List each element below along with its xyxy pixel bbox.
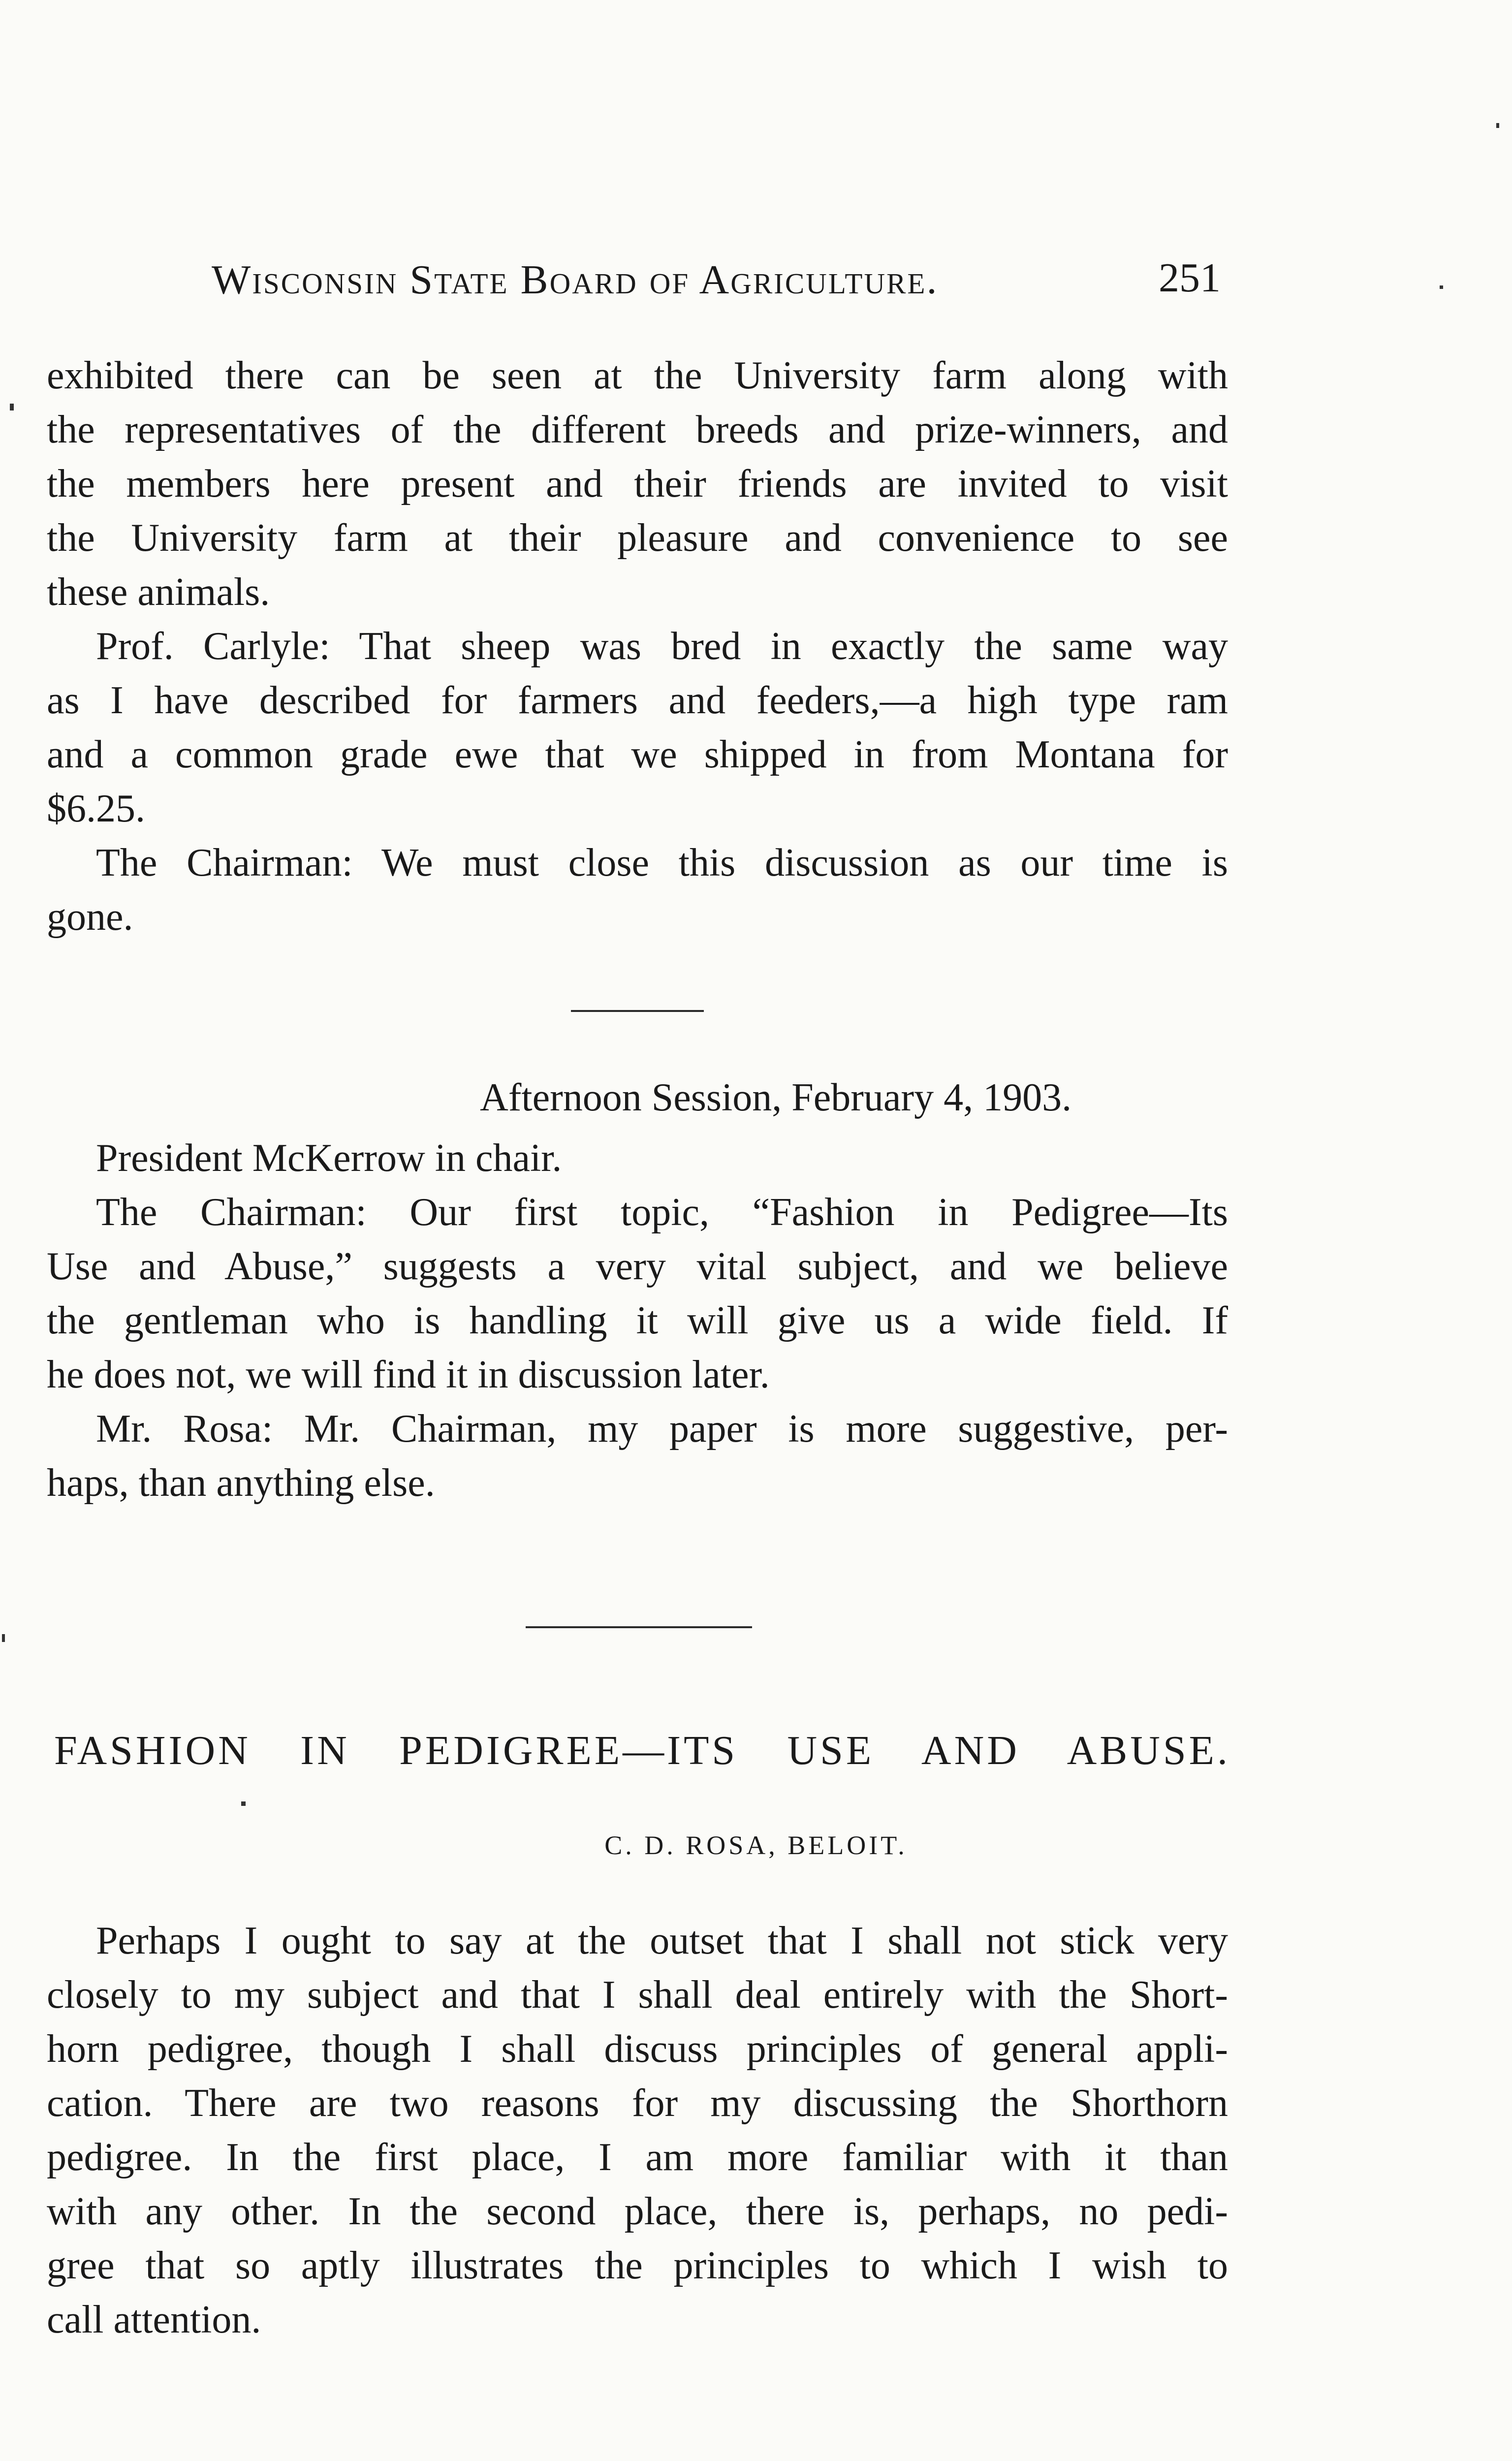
scan-speck: [10, 404, 14, 410]
text-line: President McKerrow in chair.: [96, 1136, 562, 1180]
discussion-section: [47, 348, 1228, 944]
scan-speck: [1440, 285, 1443, 289]
speaker-paragraph-start: The Chairman: Our first topic, “Fashion in Pedigree—Its: [96, 1191, 1228, 1234]
text-line: the University farm at their pleasure and convenience to see: [47, 516, 1228, 560]
running-title: Wisconsin State Board of Agriculture.: [212, 257, 939, 303]
scan-speck: [241, 1801, 246, 1806]
text-line: gree that so aptly illustrates the principles to which I wish to: [47, 2244, 1228, 2287]
text-line: as I have described for farmers and feeders,—a high type ram: [47, 679, 1228, 722]
scan-speck: [2, 1634, 5, 1642]
running-header: [212, 251, 1221, 305]
text-line: Perhaps I ought to say at the outset that I shall not stick very: [96, 1919, 1228, 1962]
section-divider: [571, 1010, 704, 1012]
text-line: haps, than anything else.: [47, 1461, 435, 1505]
text-line: Use and Abuse,” suggests a very vital subject, and we believe: [47, 1245, 1228, 1288]
text-line: the representatives of the different breeds and prize-winners, and: [47, 408, 1228, 451]
article-byline: C. D. ROSA, BELOIT.: [604, 1830, 908, 1860]
session-heading: Afternoon Session, February 4, 1903.: [480, 1076, 1072, 1119]
text-line: the members here present and their friends are invited to visit: [47, 462, 1228, 505]
text-line: cation. There are two reasons for my discussing the Shorthorn: [47, 2082, 1228, 2125]
article-body: [47, 1914, 1228, 2347]
article-title: FASHION IN PEDIGREE—ITS USE AND ABUSE.: [54, 1728, 1230, 1773]
text-line: gone.: [47, 895, 133, 939]
text-line: $6.25.: [47, 787, 145, 830]
speaker-paragraph-start: The Chairman: We must close this discussion as our time is: [96, 841, 1228, 884]
text-line: closely to my subject and that I shall deal entirely with the Short-: [47, 1973, 1228, 2017]
scan-speck: [1496, 123, 1499, 128]
speaker-paragraph-start: Prof. Carlyle: That sheep was bred in exactly the same way: [96, 625, 1228, 668]
text-line: call attention.: [47, 2298, 261, 2341]
text-line: the gentleman who is handling it will give us a wide field. If: [47, 1299, 1228, 1342]
afternoon-session-section: [47, 1131, 1228, 1510]
text-line: pedigree. In the first place, I am more familiar with it than: [47, 2136, 1228, 2179]
text-line: these animals.: [47, 570, 270, 614]
text-line: and a common grade ewe that we shipped in from Montana for: [47, 733, 1228, 776]
text-line: exhibited there can be seen at the University farm along with: [47, 354, 1228, 397]
section-divider: [526, 1626, 752, 1628]
page-number: 251: [1159, 255, 1221, 301]
text-line: with any other. In the second place, there is, perhaps, no pedi-: [47, 2190, 1228, 2233]
text-line: horn pedigree, though I shall discuss principles of general appli-: [47, 2027, 1228, 2071]
text-line: he does not, we will find it in discussion later.: [47, 1353, 770, 1396]
speaker-paragraph-start: Mr. Rosa: Mr. Chairman, my paper is more suggestive, per-: [96, 1407, 1228, 1451]
